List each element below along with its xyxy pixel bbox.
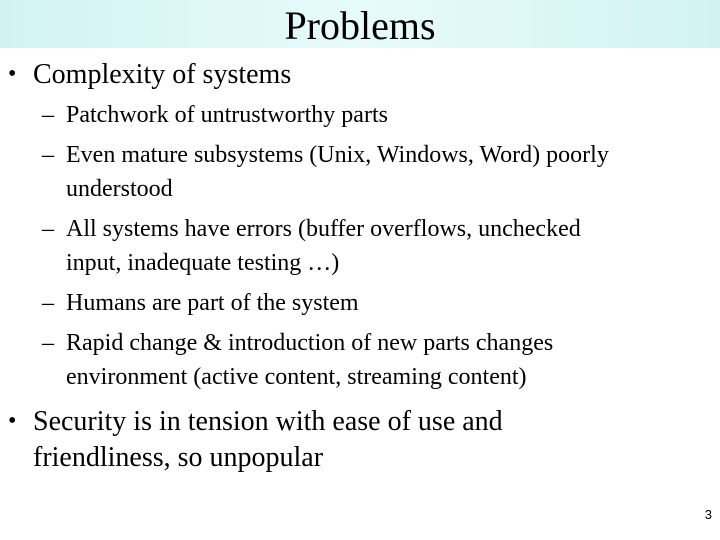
- subbullet-mature-subsystems: [42, 138, 712, 206]
- subbullet-text: Rapid change & introduction of new parts changes: [66, 330, 554, 356]
- dash-icon: –: [42, 290, 54, 316]
- slide-title: Problems: [284, 3, 436, 48]
- subbullet-text-continued: environment (active content, streaming content): [66, 364, 527, 390]
- bullet-dot-icon: •: [8, 61, 17, 87]
- subbullet-text: Patchwork of untrustworthy parts: [66, 102, 388, 128]
- dash-icon: –: [42, 142, 54, 168]
- bullet-dot-icon: •: [8, 408, 17, 434]
- dash-icon: –: [42, 216, 54, 242]
- page-number: 3: [704, 507, 712, 522]
- subbullet-text: All systems have errors (buffer overflows, unchecked: [66, 216, 581, 242]
- bullet-security-tension: [8, 404, 708, 476]
- bullet-text-continued: friendliness, so unpopular: [33, 442, 324, 473]
- subbullet-humans: [42, 286, 712, 320]
- subbullet-patchwork: [42, 98, 712, 132]
- subbullet-text-continued: understood: [66, 176, 173, 202]
- subbullet-text-continued: input, inadequate testing …): [66, 250, 340, 276]
- dash-icon: –: [42, 330, 54, 356]
- bullet-text: Security is in tension with ease of use and: [33, 406, 503, 437]
- dash-icon: –: [42, 102, 54, 128]
- subbullet-text: Even mature subsystems (Unix, Windows, Word) poorly: [66, 142, 609, 168]
- bullet-text: Complexity of systems: [33, 59, 292, 90]
- subbullet-text: Humans are part of the system: [66, 290, 359, 316]
- subbullet-system-errors: [42, 212, 712, 280]
- subbullet-rapid-change: [42, 326, 712, 394]
- bullet-complexity: [8, 57, 708, 93]
